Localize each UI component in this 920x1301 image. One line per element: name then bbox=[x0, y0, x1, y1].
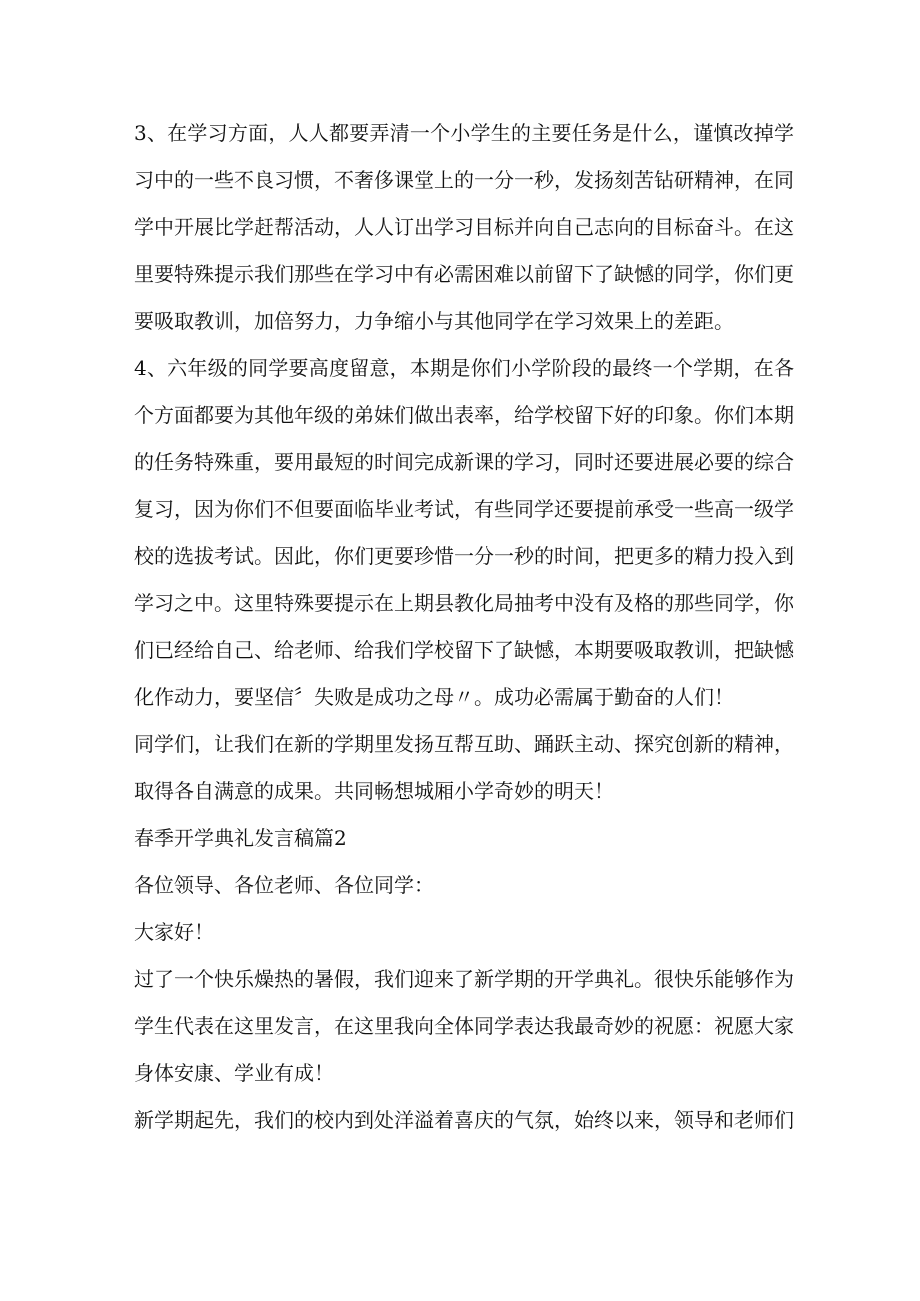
section-title: 春季开学典礼发言稿篇2 bbox=[134, 826, 347, 850]
paragraph-3-line-5: 要吸取教训，加倍努力，力争缩小与其他同学在学习效果上的差距。 bbox=[134, 309, 734, 333]
closing-paragraph-line-1: 同学们，让我们在新的学期里发扬互帮互助、踊跃主动、探究创新的精神， bbox=[134, 732, 794, 756]
closing-paragraph-line-2: 取得各自满意的成果。共同畅想城厢小学奇妙的明天！ bbox=[134, 779, 614, 803]
salutation: 各位领导、各位老师、各位同学： bbox=[134, 873, 434, 897]
paragraph-3-line-2: 习中的一些不良习惯，不奢侈课堂上的一分一秒，发扬刻苦钻研精神，在同 bbox=[134, 168, 794, 192]
paragraph-4-line-5: 校的选拔考试。因此，你们更要珍惜一分一秒的时间，把更多的精力投入到 bbox=[134, 544, 794, 568]
speech-paragraph-1-line-3: 身体安康、学业有成！ bbox=[134, 1061, 334, 1085]
paragraph-3-line-3: 学中开展比学赶帮活动，人人订出学习目标并向自己志向的目标奋斗。在这 bbox=[134, 215, 794, 239]
paragraph-3-line-4: 里要特殊提示我们那些在学习中有必需困难以前留下了缺憾的同学，你们更 bbox=[134, 262, 794, 286]
paragraph-4-line-2: 个方面都要为其他年级的弟妹们做出表率，给学校留下好的印象。你们本期 bbox=[134, 403, 794, 427]
paragraph-4-line-3: 的任务特殊重，要用最短的时间完成新课的学习，同时还要进展必要的综合 bbox=[134, 450, 794, 474]
speech-paragraph-1-line-1: 过了一个快乐燥热的暑假，我们迎来了新学期的开学典礼。很快乐能够作为 bbox=[134, 967, 794, 991]
greeting: 大家好！ bbox=[134, 920, 214, 944]
paragraph-4-line-7: 们已经给自己、给老师、给我们学校留下了缺憾，本期要吸取教训，把缺憾 bbox=[134, 638, 794, 662]
paragraph-4-line-1: 4、六年级的同学要高度留意，本期是你们小学阶段的最终一个学期，在各 bbox=[134, 356, 794, 380]
paragraph-4-line-4: 复习，因为你们不但要面临毕业考试，有些同学还要提前承受一些高一级学 bbox=[134, 497, 794, 521]
speech-paragraph-1-line-2: 学生代表在这里发言，在这里我向全体同学表达我最奇妙的祝愿：祝愿大家 bbox=[134, 1014, 794, 1038]
speech-paragraph-2-line-1: 新学期起先，我们的校内到处洋溢着喜庆的气氛，始终以来，领导和老师们 bbox=[134, 1108, 794, 1132]
paragraph-3-line-1: 3、在学习方面，人人都要弄清一个小学生的主要任务是什么，谨慎改掉学 bbox=[134, 121, 794, 145]
paragraph-4-line-6: 学习之中。这里特殊要提示在上期县教化局抽考中没有及格的那些同学，你 bbox=[134, 591, 794, 615]
paragraph-4-line-8: 化作动力，要坚信〞失败是成功之母〃。成功必需属于勤奋的人们！ bbox=[134, 685, 734, 709]
